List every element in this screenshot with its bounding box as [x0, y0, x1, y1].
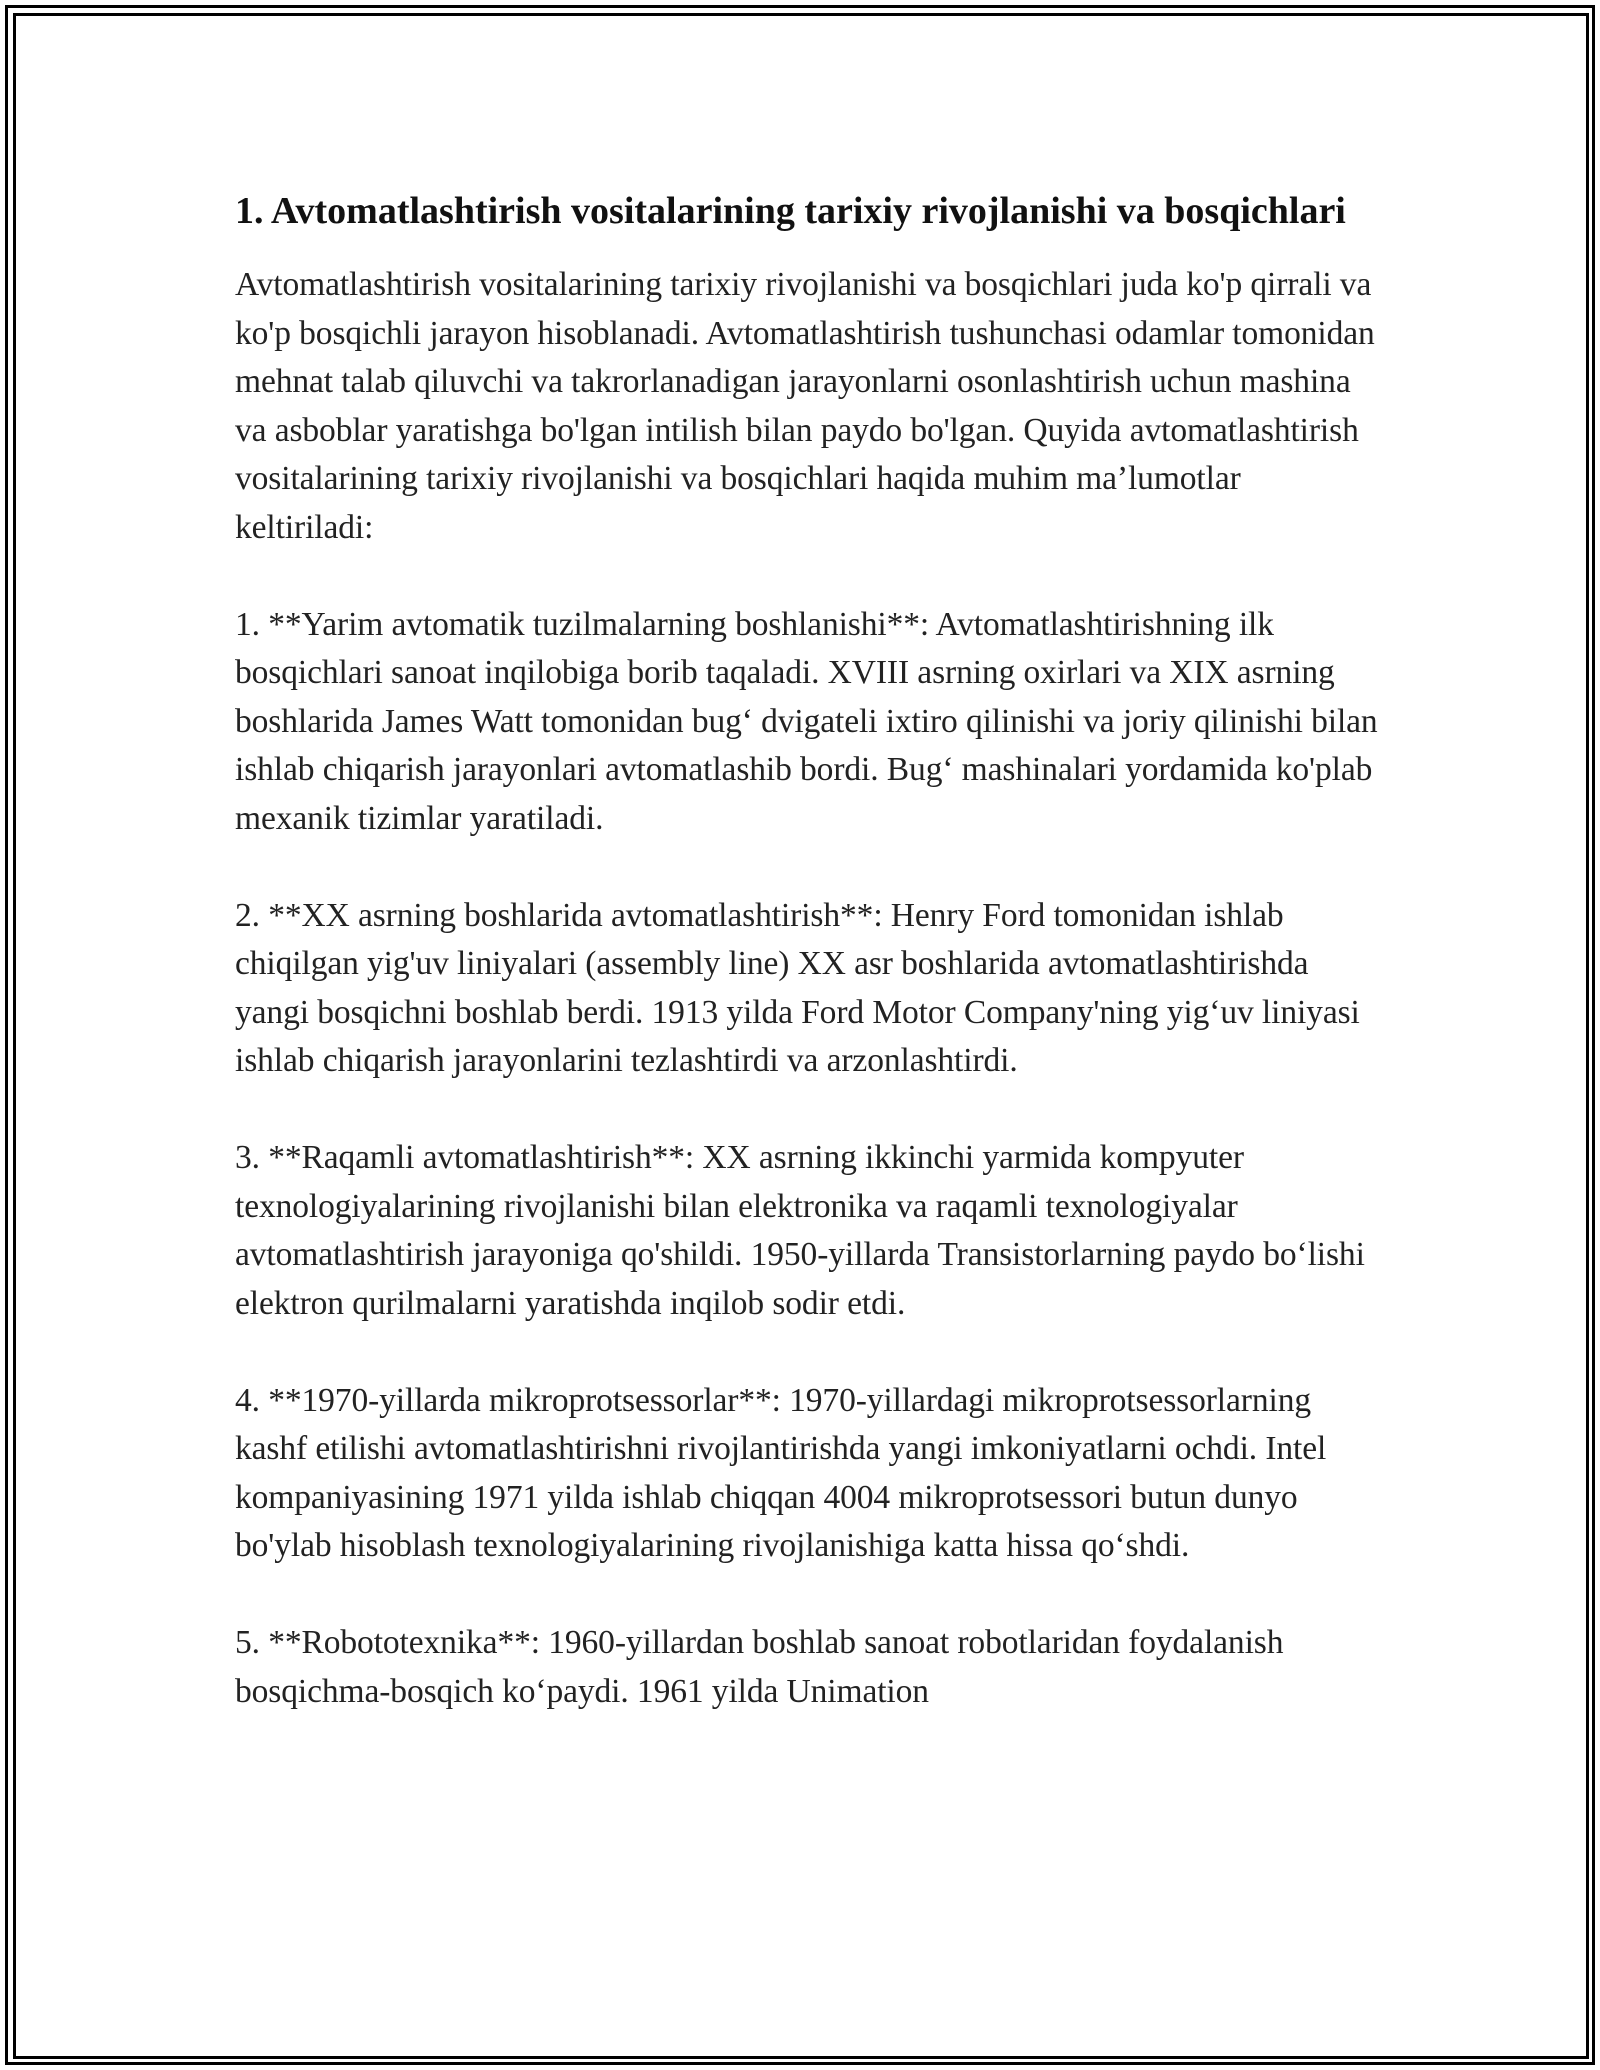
list-item-1: 1. **Yarim avtomatik tuzilmalarning boshlanishi**: Avtomatlashtirishning ilk bosqichlari sanoat inqilobiga borib taqaladi. XVIII asrning oxirlari va XIX asrning boshlarida James Watt tomonidan bug‘ dvigateli ixtiro qilinishi va joriy qilinishi bilan ishlab chiqarish jarayonlari avtomatlashib bordi. Bug‘ mashinalari yordamida ko'plab mexanik tizimlar yaratiladi.	[235, 605, 1378, 837]
list-item-5: 5. **Robototexnika**: 1960-yillardan boshlab sanoat robotlaridan foydalanish bosqichma-bosqich ko‘paydi. 1961 yilda Unimation	[235, 1624, 1284, 1710]
list-item-2: 2. **XX asrning boshlarida avtomatlashtirish**: Henry Ford tomonidan ishlab chiqilgan yig'uv liniyalari (assembly line) XX asr boshlarida avtomatlashtirishda yangi bosqichni boshlab berdi. 1913 yilda Ford Motor Company'ning yig‘uv liniyasi ishlab chiqarish jarayonlarini tezlashtirdi va arzonlashtirdi.	[235, 896, 1360, 1079]
intro-paragraph: Avtomatlashtirish vositalarining tarixiy rivojlanishi va bosqichlari juda ko'p qirrali va ko'p bosqichli jarayon hisoblanadi. Avtomatlashtirish tushunchasi odamlar tomonidan mehnat talab qiluvchi va takrorlanadigan jarayonlarni osonlashtirish uchun mashina va asboblar yaratishga bo'lgan intilish bilan paydo bo'lgan. Quyida avtomatlashtirish vositalarining tarixiy rivojlanishi va bosqichlari haqida muhim ma’lumotlar keltiriladi:	[235, 266, 1375, 546]
section-heading: 1. Avtomatlashtirish vositalarining tarixiy rivojlanishi va bosqichlari	[235, 190, 1346, 232]
list-item-4: 4. **1970-yillarda mikroprotsessorlar**: 1970-yillardagi mikroprotsessorlarning kashf etilishi avtomatlashtirishni rivojlantirishda yangi imkoniyatlarni ochdi. Intel kompaniyasining 1971 yilda ishlab chiqqan 4004 mikroprotsessori butun dunyo bo'ylab hisoblash texnologiyalarining rivojlanishiga katta hissa qo‘shdi.	[235, 1381, 1327, 1564]
list-item-3: 3. **Raqamli avtomatlashtirish**: XX asrning ikkinchi yarmida kompyuter texnologiyalarining rivojlanishi bilan elektronika va raqamli texnologiyalar avtomatlashtirish jarayoniga qo'shildi. 1950-yillarda Transistorlarning paydo bo‘lishi elektron qurilmalarni yaratishda inqilob sodir etdi.	[235, 1139, 1365, 1322]
document-body	[235, 184, 1385, 1765]
